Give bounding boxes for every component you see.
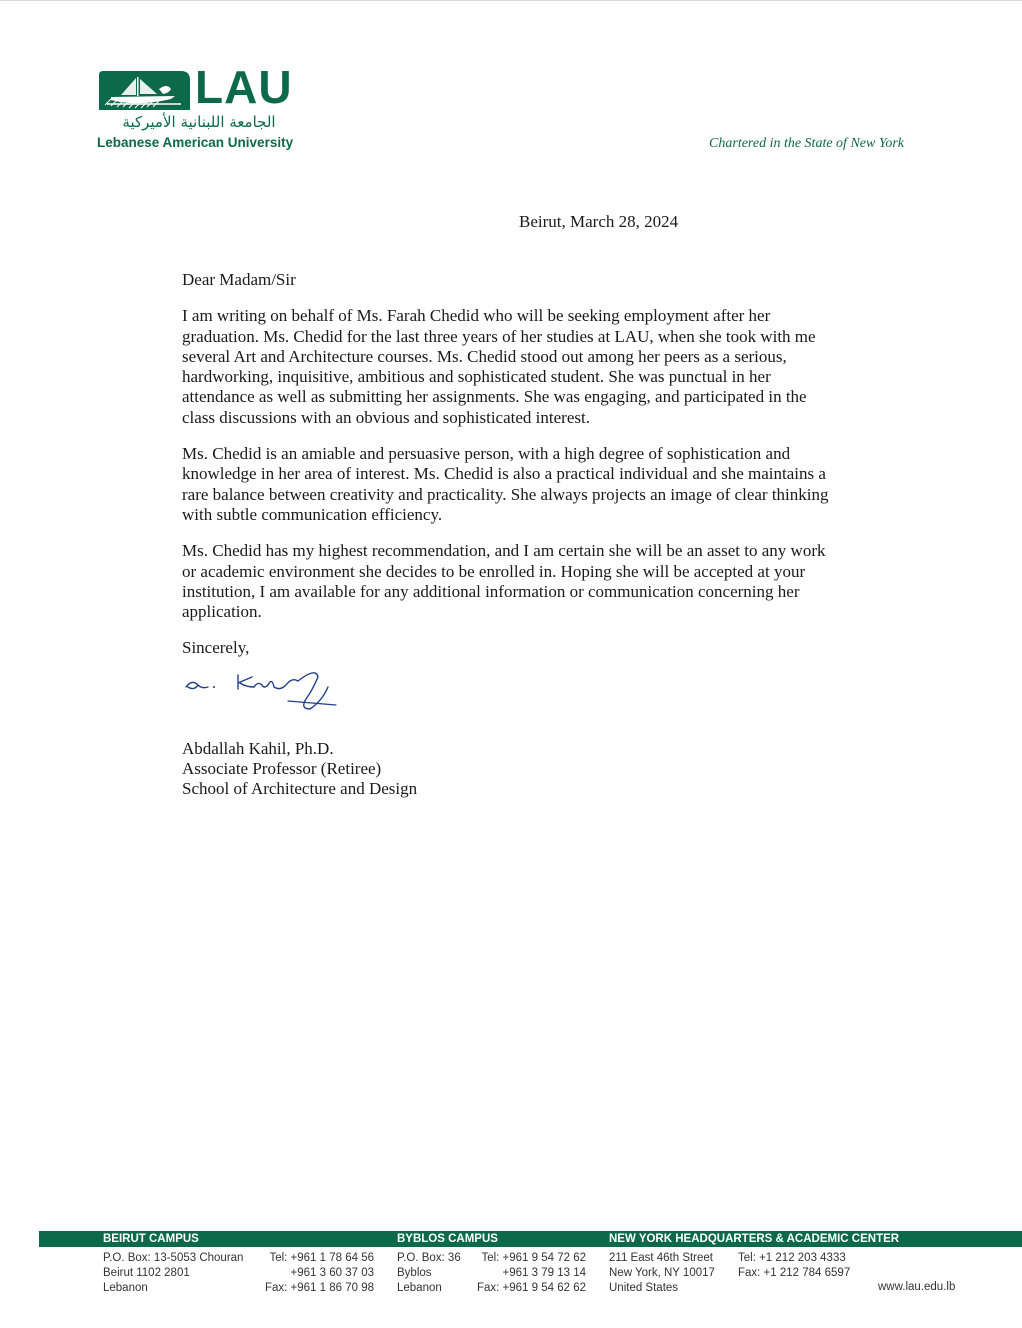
- logo-arabic-name: الجامعة اللبنانية الأميركية: [122, 113, 276, 131]
- signature-image: [182, 665, 342, 725]
- footer-heading-byblos: BYBLOS CAMPUS: [397, 1233, 498, 1245]
- byblos-address: P.O. Box: 36 Byblos Lebanon: [397, 1252, 461, 1294]
- charter-note: Chartered in the State of New York: [709, 136, 904, 151]
- website-link[interactable]: www.lau.edu.lb: [878, 1281, 956, 1293]
- top-divider: [0, 0, 1022, 1]
- byblos-phones: Tel: +961 9 54 72 62 +961 3 79 13 14 Fax: +961 9 54 62 62: [476, 1252, 586, 1294]
- signer-name: Abdallah Kahil, Ph.D.: [182, 738, 334, 758]
- closing: Sincerely,: [182, 638, 250, 658]
- paragraph-2: Ms. Chedid is an amiable and persuasive person, with a high degree of sophistication and knowledge in her area of interest. Ms. Chedid is also a practical individual and she maintains a rare balance between creativity and practicality. She always projects an image of clear thinking with subtle communication efficiency.: [182, 444, 829, 524]
- paragraph-3: Ms. Chedid has my highest recommendation, and I am certain she will be an asset to any work or academic environment she decides to be enrolled in. Hoping she will be accepted at your institution, I am available for any additional information or communication concerning her application.: [182, 541, 826, 622]
- footer-heading-newyork: NEW YORK HEADQUARTERS & ACADEMIC CENTER: [609, 1233, 900, 1245]
- university-name: Lebanese American University: [97, 135, 294, 150]
- signer-title: Associate Professor (Retiree): [182, 759, 382, 779]
- beirut-phones: Tel: +961 1 78 64 56 +961 3 60 37 03 Fax: +961 1 86 70 98: [264, 1252, 374, 1294]
- letter-date: Beirut, March 28, 2024: [519, 212, 679, 231]
- lau-logo: [97, 61, 307, 152]
- signer-block: [182, 739, 842, 800]
- newyork-address: 211 East 46th Street New York, NY 10017 United States: [609, 1252, 715, 1294]
- paragraph-1: I am writing on behalf of Ms. Farah Chedid who will be seeking employment after her graduation. Ms. Chedid for the last three years of her studies at LAU, when she took with me several Art and Architecture courses. Ms. Chedid stood out among her peers as a serious, hardworking, inquisitive, ambitious and sophisticated student. She was punctual in her attendance as well as submitting her assignments. She was engaging, and participated in the class discussions with an obvious and sophisticated interest.: [182, 306, 816, 427]
- salutation: Dear Madam/Sir: [182, 270, 296, 289]
- ship-emblem-icon: [97, 69, 192, 110]
- logo-wordmark: LAU: [195, 61, 293, 113]
- newyork-phones: Tel: +1 212 203 4333 Fax: +1 212 784 6597: [738, 1252, 851, 1279]
- footer-heading-beirut: BEIRUT CAMPUS: [103, 1233, 199, 1245]
- signer-school: School of Architecture and Design: [182, 779, 418, 799]
- letter-body: [182, 270, 842, 800]
- beirut-address: P.O. Box: 13-5053 Chouran Beirut 1102 2801 Lebanon: [103, 1252, 244, 1294]
